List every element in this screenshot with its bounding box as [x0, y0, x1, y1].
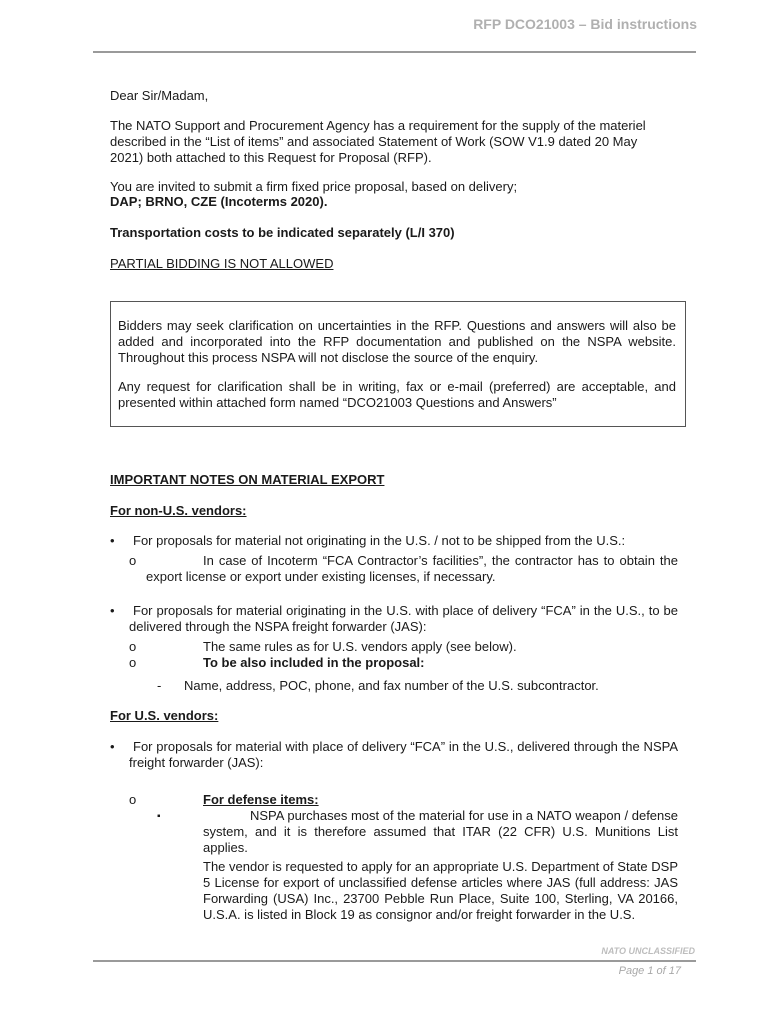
- non-us-bullet-2-sub-2: To be also included in the proposal:: [203, 655, 425, 670]
- page-number: Page 1 of 17: [618, 965, 681, 977]
- header-title: RFP DCO21003 – Bid instructions: [473, 16, 697, 32]
- sub-bullet-icon: o: [129, 792, 137, 807]
- us-bullet-1: For proposals for material with place of delivery “FCA” in the U.S., delivered through the NSPA freight forwarder (JAS):: [129, 739, 678, 770]
- header-rule: [93, 51, 696, 53]
- intro-paragraph: The NATO Support and Procurement Agency has a requirement for the supply of the materiel described in the “List of items” and associated Statement of Work (SOW V1.9 dated 20 May 2021) both attached to this Request for Proposal (RFP).: [110, 118, 646, 165]
- delivery-terms: DAP; BRNO, CZE (Incoterms 2020).: [110, 194, 328, 209]
- export-heading: IMPORTANT NOTES ON MATERIAL EXPORT: [110, 472, 385, 487]
- non-us-bullet-2: For proposals for material originating in the U.S. with place of delivery “FCA” in the U.S., to be delivered through the NSPA freight forwarder (JAS):: [129, 603, 678, 634]
- dash-icon: -: [157, 678, 162, 693]
- defense-item-1: NSPA purchases most of the material for use in a NATO weapon / defense system, and it is therefore assumed that ITAR (22 CFR) U.S. Munitions List applies.: [203, 808, 678, 855]
- square-bullet-icon: ▪: [157, 811, 161, 822]
- bullet-icon: •: [110, 533, 115, 548]
- non-us-bullet-2-sub-1: The same rules as for U.S. vendors apply (see below).: [203, 639, 517, 654]
- non-us-heading: For non-U.S. vendors:: [110, 503, 247, 518]
- bullet-icon: •: [110, 603, 115, 618]
- invite-text: You are invited to submit a firm fixed price proposal, based on delivery;: [110, 179, 518, 194]
- sub-bullet-icon: o: [129, 655, 137, 670]
- non-us-bullet-1-sub-1: In case of Incoterm “FCA Contractor’s facilities”, the contractor has to obtain the export license or export under existing licenses, if necessary.: [146, 553, 678, 584]
- non-us-bullet-2-dash-1: Name, address, POC, phone, and fax number of the U.S. subcontractor.: [184, 678, 599, 693]
- salutation: Dear Sir/Madam,: [110, 88, 209, 103]
- footer-classification: NATO UNCLASSIFIED: [601, 946, 695, 956]
- sub-bullet-icon: o: [129, 639, 137, 654]
- clarification-para-2: Any request for clarification shall be in writing, fax or e-mail (preferred) are acceptable, and presented within attached form named “DCO21003 Questions and Answers”: [118, 379, 676, 410]
- non-us-bullet-1: For proposals for material not originating in the U.S. / not to be shipped from the U.S.:: [133, 533, 626, 548]
- defense-items-heading: For defense items:: [203, 792, 319, 807]
- transport-note: Transportation costs to be indicated separately (L/I 370): [110, 225, 455, 240]
- clarification-para-1: Bidders may seek clarification on uncertainties in the RFP. Questions and answers will also be added and incorporated into the RFP documentation and published on the NSPA website. Throughout this process NSPA will not disclose the source of the enquiry.: [118, 318, 676, 365]
- sub-bullet-icon: o: [129, 553, 137, 568]
- footer-rule: [93, 960, 696, 962]
- partial-bidding-note: PARTIAL BIDDING IS NOT ALLOWED: [110, 256, 334, 271]
- us-heading: For U.S. vendors:: [110, 708, 219, 723]
- bullet-icon: •: [110, 739, 115, 754]
- defense-item-2: The vendor is requested to apply for an appropriate U.S. Department of State DSP 5 License for export of unclassified defense articles where JAS (full address: JAS Forwarding (USA) Inc., 23700 Pebble Run Place, Suite 100, Sterling, VA 20166, U.S.A. is listed in Block 19 as consignor and/or freight forwarder in the U.S.: [203, 859, 678, 922]
